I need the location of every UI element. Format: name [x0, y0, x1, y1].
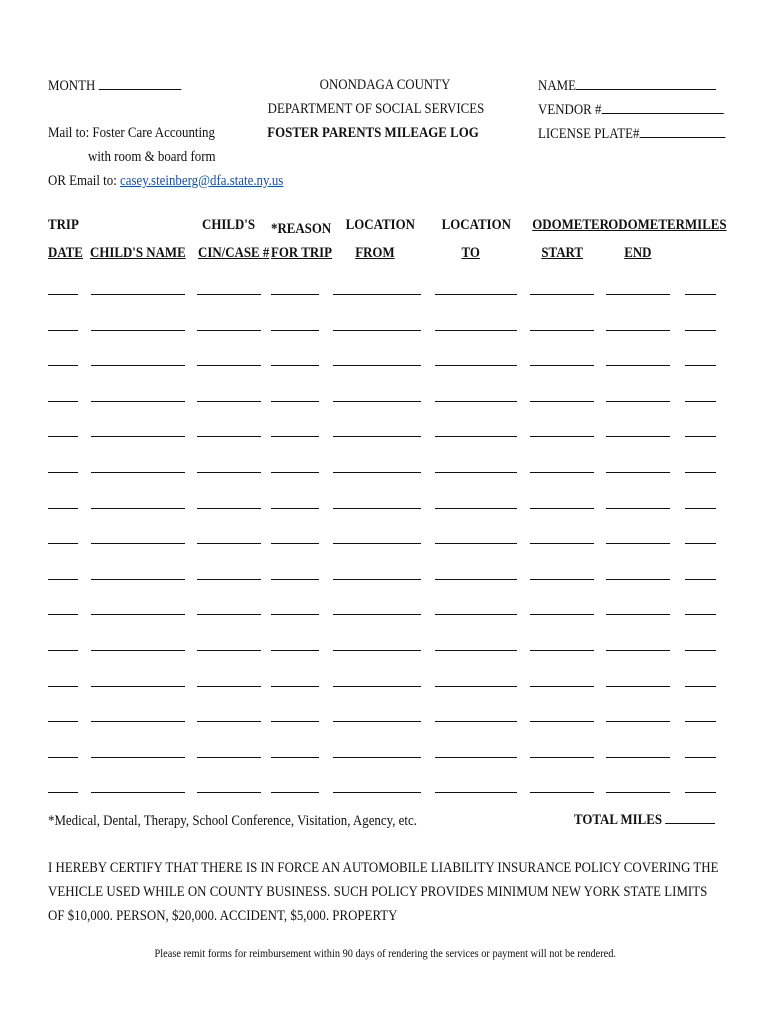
- or-email-label: OR Email to:: [48, 173, 117, 189]
- blank-reason-line[interactable]: [271, 365, 319, 366]
- col-trip-line1: TRIP: [48, 217, 79, 233]
- mail-to-text: Mail to: Foster Care Accounting: [48, 125, 215, 141]
- blank-reason-line[interactable]: [271, 757, 319, 758]
- col-to-line1: LOCATION: [441, 217, 511, 233]
- blank-odometer-end-line[interactable]: [606, 294, 670, 295]
- blank-location-from-line[interactable]: [333, 401, 421, 402]
- blank-odometer-start-line[interactable]: [530, 650, 594, 651]
- total-miles-label: TOTAL MILES: [574, 812, 663, 828]
- blank-odometer-end-line[interactable]: [606, 721, 670, 722]
- blank-childs-name-line[interactable]: [91, 330, 185, 331]
- blank-location-from-line[interactable]: [333, 508, 421, 509]
- blank-odometer-end-line[interactable]: [606, 508, 670, 509]
- blank-odometer-end-line[interactable]: [606, 614, 670, 615]
- blank-location-to-line[interactable]: [435, 721, 517, 722]
- blank-trip-date-line[interactable]: [48, 686, 78, 687]
- total-miles: [574, 810, 738, 829]
- email-link[interactable]: casey.steinberg@dfa.state.ny.us: [120, 173, 284, 189]
- blank-cin-case-line[interactable]: [197, 757, 261, 758]
- blank-miles-line[interactable]: [685, 508, 716, 509]
- blank-odometer-end-line[interactable]: [606, 686, 670, 687]
- blank-location-to-line[interactable]: [435, 294, 517, 295]
- blank-childs-name-line[interactable]: [91, 686, 185, 687]
- blank-location-to-line[interactable]: [435, 436, 517, 437]
- blank-miles-line[interactable]: [685, 436, 716, 437]
- license-input-line[interactable]: [639, 124, 725, 138]
- blank-odometer-start-line[interactable]: [530, 792, 594, 793]
- blank-odometer-end-line[interactable]: [606, 650, 670, 651]
- blank-location-to-line[interactable]: [435, 330, 517, 331]
- col-odometer-start: [526, 216, 609, 262]
- blank-location-from-line[interactable]: [333, 330, 421, 331]
- footnote-text: *Medical, Dental, Therapy, School Conference, Visitation, Agency, etc.: [48, 813, 417, 829]
- blank-reason-line[interactable]: [271, 721, 319, 722]
- blank-cin-case-line[interactable]: [197, 472, 261, 473]
- col-miles-line1: MILES: [685, 217, 727, 233]
- blank-cin-case-line[interactable]: [197, 401, 261, 402]
- blank-miles-line[interactable]: [685, 401, 716, 402]
- blank-cin-case-line[interactable]: [197, 436, 261, 437]
- name-field: [538, 76, 745, 95]
- blank-odometer-start-line[interactable]: [530, 686, 594, 687]
- col-reason: [271, 220, 342, 262]
- blank-cin-case-line[interactable]: [197, 686, 261, 687]
- blank-trip-date-line[interactable]: [48, 579, 78, 580]
- blank-odometer-end-line[interactable]: [606, 792, 670, 793]
- county-text: ONONDAGA COUNTY: [319, 77, 451, 93]
- col-odo-end-line1: ODOMETER: [608, 217, 685, 233]
- blank-childs-name-line[interactable]: [91, 508, 185, 509]
- license-label: LICENSE PLATE#: [538, 126, 640, 142]
- blank-trip-date-line[interactable]: [48, 508, 78, 509]
- blank-location-from-line[interactable]: [333, 365, 421, 366]
- blank-childs-name-line[interactable]: [91, 543, 185, 544]
- blank-cin-case-line[interactable]: [197, 721, 261, 722]
- blank-childs-name-line[interactable]: [91, 650, 185, 651]
- remit-notice: [0, 946, 770, 961]
- blank-trip-date-line[interactable]: [48, 757, 78, 758]
- blank-reason-line[interactable]: [271, 650, 319, 651]
- blank-location-from-line[interactable]: [333, 614, 421, 615]
- mail-to-sub-text: with room & board form: [88, 149, 216, 165]
- blank-trip-date-line[interactable]: [48, 401, 78, 402]
- vendor-input-line[interactable]: [601, 100, 723, 114]
- blank-location-to-line[interactable]: [435, 757, 517, 758]
- blank-childs-name-line[interactable]: [91, 365, 185, 366]
- blank-location-from-line[interactable]: [333, 294, 421, 295]
- blank-odometer-start-line[interactable]: [530, 721, 594, 722]
- col-childs-name: [90, 244, 201, 262]
- blank-odometer-end-line[interactable]: [606, 579, 670, 580]
- blank-odometer-end-line[interactable]: [606, 436, 670, 437]
- blank-cin-case-line[interactable]: [197, 650, 261, 651]
- blank-location-from-line[interactable]: [333, 543, 421, 544]
- blank-odometer-start-line[interactable]: [530, 294, 594, 295]
- blank-childs-name-line[interactable]: [91, 294, 185, 295]
- blank-odometer-end-line[interactable]: [606, 330, 670, 331]
- blank-trip-date-line[interactable]: [48, 436, 78, 437]
- email-line: [48, 172, 322, 190]
- col-trip-date: [48, 216, 89, 262]
- col-miles: [685, 216, 733, 234]
- form-title-text: FOSTER PARENTS MILEAGE LOG: [267, 125, 479, 141]
- blank-location-to-line[interactable]: [435, 579, 517, 580]
- blank-odometer-start-line[interactable]: [530, 365, 594, 366]
- blank-reason-line[interactable]: [271, 401, 319, 402]
- col-odo-start-line1: ODOMETER: [532, 217, 609, 233]
- blank-childs-name-line[interactable]: [91, 472, 185, 473]
- blank-reason-line[interactable]: [271, 508, 319, 509]
- certification: [48, 856, 770, 928]
- col-location-from: [340, 216, 415, 262]
- col-reason-line2: FOR TRIP: [271, 245, 333, 261]
- col-reason-line1: *REASON: [271, 221, 332, 237]
- blank-location-from-line[interactable]: [333, 686, 421, 687]
- blank-location-to-line[interactable]: [435, 543, 517, 544]
- blank-odometer-start-line[interactable]: [530, 543, 594, 544]
- blank-reason-line[interactable]: [271, 436, 319, 437]
- col-odo-start-line2: START: [541, 245, 583, 261]
- blank-odometer-end-line[interactable]: [606, 401, 670, 402]
- blank-trip-date-line[interactable]: [48, 614, 78, 615]
- blank-cin-case-line[interactable]: [197, 614, 261, 615]
- col-odo-end-line2: END: [624, 245, 652, 261]
- blank-trip-date-line[interactable]: [48, 792, 78, 793]
- county-heading: [270, 76, 500, 94]
- col-name-line2: CHILD'S NAME: [90, 245, 186, 261]
- blank-cin-case-line[interactable]: [197, 508, 261, 509]
- col-cin-case: [198, 216, 281, 262]
- blank-cin-case-line[interactable]: [197, 330, 261, 331]
- blank-location-to-line[interactable]: [435, 650, 517, 651]
- mail-to-sub-line: [88, 148, 236, 166]
- blank-location-from-line[interactable]: [333, 792, 421, 793]
- blank-location-from-line[interactable]: [333, 721, 421, 722]
- vendor-label: VENDOR #: [538, 102, 602, 118]
- blank-miles-line[interactable]: [685, 686, 716, 687]
- month-field: [48, 76, 208, 95]
- blank-reason-line[interactable]: [271, 472, 319, 473]
- mail-to-line: [48, 124, 242, 142]
- footnote: [48, 812, 477, 830]
- blank-location-to-line[interactable]: [435, 472, 517, 473]
- blank-odometer-start-line[interactable]: [530, 757, 594, 758]
- col-from-line1: LOCATION: [345, 217, 415, 233]
- blank-odometer-start-line[interactable]: [530, 330, 594, 331]
- department-text: DEPARTMENT OF SOCIAL SERVICES: [267, 101, 485, 117]
- vendor-field: [538, 100, 754, 119]
- blank-miles-line[interactable]: [685, 757, 716, 758]
- blank-childs-name-line[interactable]: [91, 792, 185, 793]
- blank-childs-name-line[interactable]: [91, 614, 185, 615]
- blank-odometer-start-line[interactable]: [530, 401, 594, 402]
- blank-miles-line[interactable]: [685, 792, 716, 793]
- blank-location-from-line[interactable]: [333, 650, 421, 651]
- name-input-line[interactable]: [576, 76, 716, 90]
- blank-location-from-line[interactable]: [333, 436, 421, 437]
- department-heading: [250, 100, 490, 118]
- blank-childs-name-line[interactable]: [91, 401, 185, 402]
- blank-reason-line[interactable]: [271, 686, 319, 687]
- blank-trip-date-line[interactable]: [48, 472, 78, 473]
- blank-reason-line[interactable]: [271, 579, 319, 580]
- blank-cin-case-line[interactable]: [197, 365, 261, 366]
- blank-miles-line[interactable]: [685, 294, 716, 295]
- blank-cin-case-line[interactable]: [197, 294, 261, 295]
- blank-miles-line[interactable]: [685, 365, 716, 366]
- form-title: [250, 124, 490, 142]
- blank-odometer-start-line[interactable]: [530, 436, 594, 437]
- blank-cin-case-line[interactable]: [197, 543, 261, 544]
- name-label: NAME: [538, 78, 576, 94]
- remit-notice-text: Please remit forms for reimbursement within 90 days of rendering the services or payment will not be rendered.: [154, 946, 616, 960]
- col-cin-line2: CIN/CASE #: [198, 245, 270, 261]
- col-location-to: [436, 216, 511, 262]
- blank-reason-line[interactable]: [271, 330, 319, 331]
- month-input-line[interactable]: [99, 76, 182, 90]
- blank-location-from-line[interactable]: [333, 579, 421, 580]
- month-label: MONTH: [48, 78, 96, 94]
- blank-childs-name-line[interactable]: [91, 436, 185, 437]
- blank-odometer-end-line[interactable]: [606, 365, 670, 366]
- blank-location-from-line[interactable]: [333, 757, 421, 758]
- blank-cin-case-line[interactable]: [197, 579, 261, 580]
- total-miles-input-line[interactable]: [665, 810, 715, 824]
- blank-odometer-end-line[interactable]: [606, 472, 670, 473]
- blank-location-to-line[interactable]: [435, 686, 517, 687]
- blank-location-to-line[interactable]: [435, 401, 517, 402]
- blank-childs-name-line[interactable]: [91, 721, 185, 722]
- col-cin-line1: CHILD'S: [202, 217, 256, 233]
- col-to-line2: TO: [461, 245, 481, 261]
- blank-miles-line[interactable]: [685, 543, 716, 544]
- blank-trip-date-line[interactable]: [48, 543, 78, 544]
- blank-childs-name-line[interactable]: [91, 757, 185, 758]
- blank-location-to-line[interactable]: [435, 365, 517, 366]
- blank-odometer-start-line[interactable]: [530, 614, 594, 615]
- blank-odometer-end-line[interactable]: [606, 757, 670, 758]
- blank-miles-line[interactable]: [685, 330, 716, 331]
- blank-location-to-line[interactable]: [435, 792, 517, 793]
- blank-odometer-end-line[interactable]: [606, 543, 670, 544]
- col-odometer-end: [602, 216, 685, 262]
- blank-cin-case-line[interactable]: [197, 792, 261, 793]
- blank-miles-line[interactable]: [685, 721, 716, 722]
- blank-miles-line[interactable]: [685, 614, 716, 615]
- blank-location-to-line[interactable]: [435, 508, 517, 509]
- blank-trip-date-line[interactable]: [48, 365, 78, 366]
- blank-trip-date-line[interactable]: [48, 721, 78, 722]
- blank-miles-line[interactable]: [685, 472, 716, 473]
- blank-reason-line[interactable]: [271, 614, 319, 615]
- col-from-line2: FROM: [355, 245, 395, 261]
- blank-reason-line[interactable]: [271, 543, 319, 544]
- certification-text: I HEREBY CERTIFY THAT THERE IS IN FORCE AN AUTOMOBILE LIABILITY INSURANCE POLICY COVERING THE VEHICLE USED WHILE ON COUNTY BUSINESS. SUCH POLICY PROVIDES MINIMUM NEW YORK STATE LIMITS OF $10,000. PERSON, $20,000. ACCIDENT, $5,000. PROPERTY: [48, 860, 719, 924]
- blank-location-to-line[interactable]: [435, 614, 517, 615]
- blank-miles-line[interactable]: [685, 650, 716, 651]
- blank-reason-line[interactable]: [271, 792, 319, 793]
- blank-odometer-start-line[interactable]: [530, 508, 594, 509]
- blank-trip-date-line[interactable]: [48, 330, 78, 331]
- blank-miles-line[interactable]: [685, 579, 716, 580]
- blank-trip-date-line[interactable]: [48, 650, 78, 651]
- col-trip-line2: DATE: [48, 245, 83, 261]
- blank-location-from-line[interactable]: [333, 472, 421, 473]
- blank-odometer-start-line[interactable]: [530, 472, 594, 473]
- blank-reason-line[interactable]: [271, 294, 319, 295]
- blank-trip-date-line[interactable]: [48, 294, 78, 295]
- blank-odometer-start-line[interactable]: [530, 579, 594, 580]
- license-field: [538, 124, 756, 143]
- blank-childs-name-line[interactable]: [91, 579, 185, 580]
